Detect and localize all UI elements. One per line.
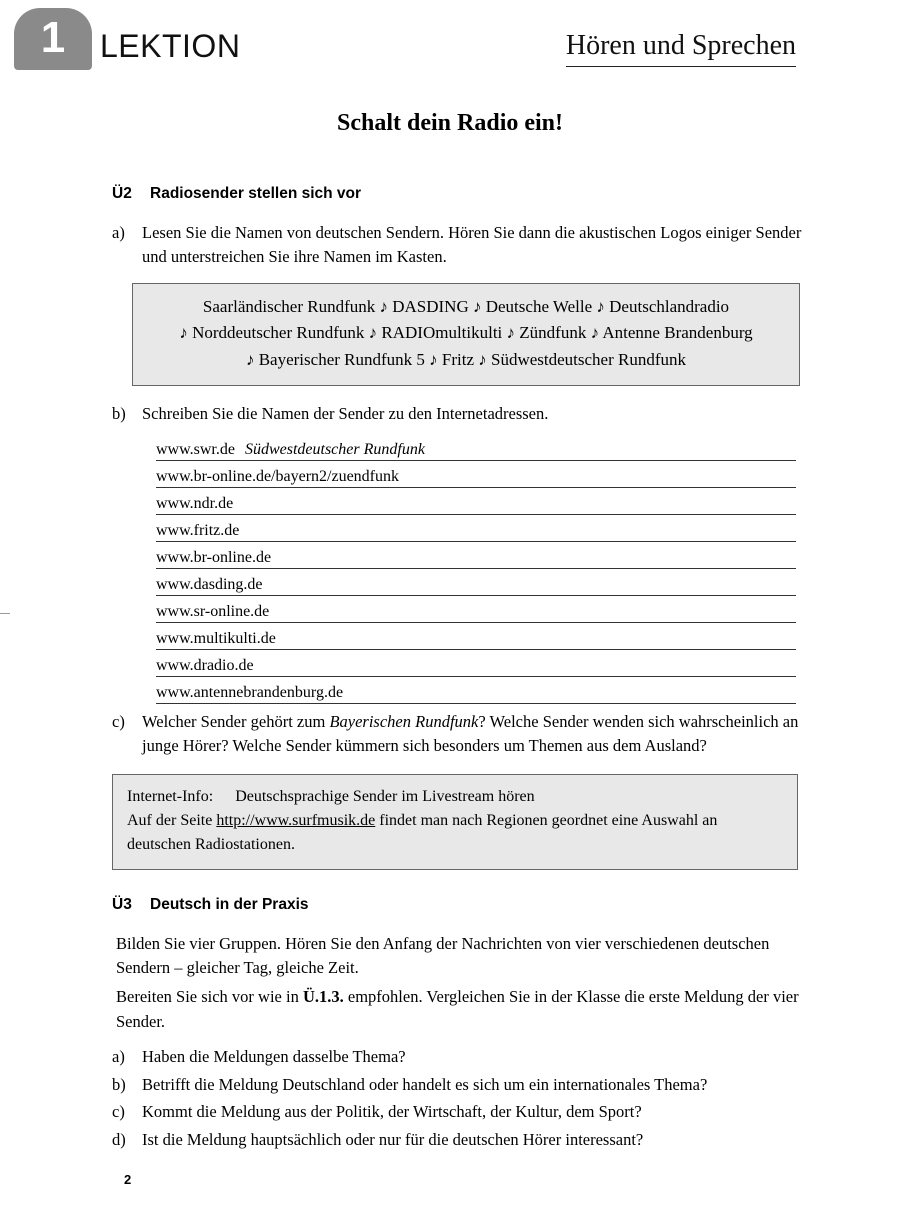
exercise-3-question <box>112 1100 802 1124</box>
exercise-3-questions <box>112 1045 802 1153</box>
exercise-2-heading <box>112 185 802 203</box>
url-text: www.ndr.de <box>156 494 234 512</box>
exercise-3-paragraph-2-part1: Bereiten Sie sich vor wie in <box>116 987 303 1007</box>
url-answer: Südwestdeutscher Rundfunk <box>244 440 425 458</box>
page-title: Schalt dein Radio ein! <box>336 110 564 136</box>
internet-info-label: Internet-Info: <box>127 787 214 805</box>
exercise-3-heading <box>112 896 802 914</box>
lesson-number-badge <box>14 8 92 70</box>
sender-line: ♪ Bayerischer Rundfunk 5 ♪ Fritz ♪ Südwestdeutscher Rundfunk <box>245 349 687 369</box>
question-text: Haben die Meldungen dasselbe Thema? <box>142 1046 406 1066</box>
question-text: Kommt die Meldung aus der Politik, der Wirtschaft, der Kultur, dem Sport? <box>142 1102 642 1122</box>
page-header <box>0 0 900 95</box>
url-answer-row[interactable] <box>156 650 796 677</box>
internet-info-box <box>112 774 798 870</box>
url-text: www.antennebrandenburg.de <box>156 683 344 701</box>
url-text: www.swr.de <box>156 440 235 458</box>
section-title: Hören und Sprechen <box>566 30 796 67</box>
sender-line: ♪ Norddeutscher Rundfunk ♪ RADIOmultikulti ♪ Zündfunk ♪ Antenne Brandenburg <box>179 323 753 343</box>
url-answer-row[interactable] <box>156 515 796 542</box>
sender-names-box <box>132 283 800 386</box>
exercise-2c-marker: c) <box>112 711 125 731</box>
url-text: www.sr-online.de <box>156 602 270 620</box>
exercise-2c <box>112 710 802 758</box>
url-answer-list <box>156 434 796 704</box>
internet-info-label-text: Deutschsprachige Sender im Livestream hören <box>235 787 535 805</box>
lektion-label: LEKTION <box>100 28 241 64</box>
question-marker: b) <box>112 1074 126 1094</box>
exercise-3-paragraph-2-part2: empfohlen. Vergleichen Sie in der Klasse die erste Meldung der vier Sender. <box>116 987 799 1031</box>
url-answer-row[interactable] <box>156 461 796 488</box>
exercise-2a-marker: a) <box>112 223 125 242</box>
exercise-2b <box>112 402 802 426</box>
exercise-2-title: Radiosender stellen sich vor <box>150 185 362 202</box>
question-text: Ist die Meldung hauptsächlich oder nur für die deutschen Hörer interessant? <box>142 1130 644 1150</box>
url-text: www.br-online.de <box>156 548 272 566</box>
internet-info-heading <box>127 785 785 809</box>
url-text: www.dasding.de <box>156 575 263 593</box>
exercise-2c-text-part2: ? Welche Sender wenden sich wahrscheinlich an junge Hörer? Welche Sender kümmern sich besonders um Themen aus dem Ausland? <box>142 711 799 755</box>
url-text: www.fritz.de <box>156 521 240 539</box>
exercise-3-paragraph-1: Bilden Sie vier Gruppen. Hören Sie den Anfang der Nachrichten von vier verschiedenen deutschen Sendern – gleicher Tag, gleiche Zeit. <box>116 933 770 978</box>
internet-info-body-part2: findet man nach Regionen geordnet eine Auswahl an deutschen Radiostationen. <box>127 811 718 853</box>
left-margin-tick <box>0 613 10 614</box>
internet-info-body-part1: Auf der Seite <box>127 811 217 829</box>
question-marker: a) <box>112 1046 125 1066</box>
exercise-3-reference: Ü.1.3. <box>302 987 344 1007</box>
question-marker: c) <box>112 1102 125 1122</box>
exercise-3-question <box>112 1073 802 1097</box>
exercise-3-paragraph-2 <box>116 985 802 1035</box>
url-answer-row[interactable] <box>156 488 796 515</box>
url-answer-row[interactable] <box>156 569 796 596</box>
page-number: 2 <box>124 1172 132 1187</box>
url-text: www.dradio.de <box>156 656 254 674</box>
exercise-2a <box>112 221 802 269</box>
question-marker: d) <box>112 1130 126 1150</box>
internet-info-body <box>127 809 785 857</box>
exercise-2c-text-italic: Bayerischen Rundfunk <box>329 711 479 731</box>
url-answer-row[interactable] <box>156 623 796 650</box>
url-answer-row[interactable] <box>156 542 796 569</box>
question-text: Betrifft die Meldung Deutschland oder handelt es sich um ein internationales Thema? <box>142 1074 708 1094</box>
exercise-2-number: Ü2 <box>112 185 132 202</box>
internet-info-link[interactable]: http://www.surfmusik.de <box>216 811 376 829</box>
exercise-3-number: Ü3 <box>112 895 132 913</box>
lesson-number: 1 <box>40 13 66 62</box>
url-answer-row[interactable] <box>156 677 796 704</box>
exercise-3-question <box>112 1128 802 1152</box>
exercise-2b-marker: b) <box>112 403 126 423</box>
exercise-2b-text: Schreiben Sie die Namen der Sender zu den Internetadressen. <box>142 403 549 423</box>
exercise-3-question <box>112 1045 802 1069</box>
url-answer-row[interactable] <box>156 434 796 461</box>
sender-line: Saarländischer Rundfunk ♪ DASDING ♪ Deutsche Welle ♪ Deutschlandradio <box>202 296 730 316</box>
exercise-3-title: Deutsch in der Praxis <box>150 895 309 913</box>
url-text: www.br-online.de/bayern2/zuendfunk <box>156 467 400 485</box>
url-text: www.multikulti.de <box>156 629 276 647</box>
url-answer-row[interactable] <box>156 596 796 623</box>
exercise-2c-text <box>142 710 802 758</box>
exercise-2a-text: Lesen Sie die Namen von deutschen Sendern. Hören Sie dann die akustischen Logos einiger Sender und unterstreichen Sie ihre Namen im Kasten. <box>142 223 802 266</box>
exercise-2c-text-part1: Welcher Sender gehört zum <box>142 711 330 731</box>
page-content <box>112 185 802 1156</box>
